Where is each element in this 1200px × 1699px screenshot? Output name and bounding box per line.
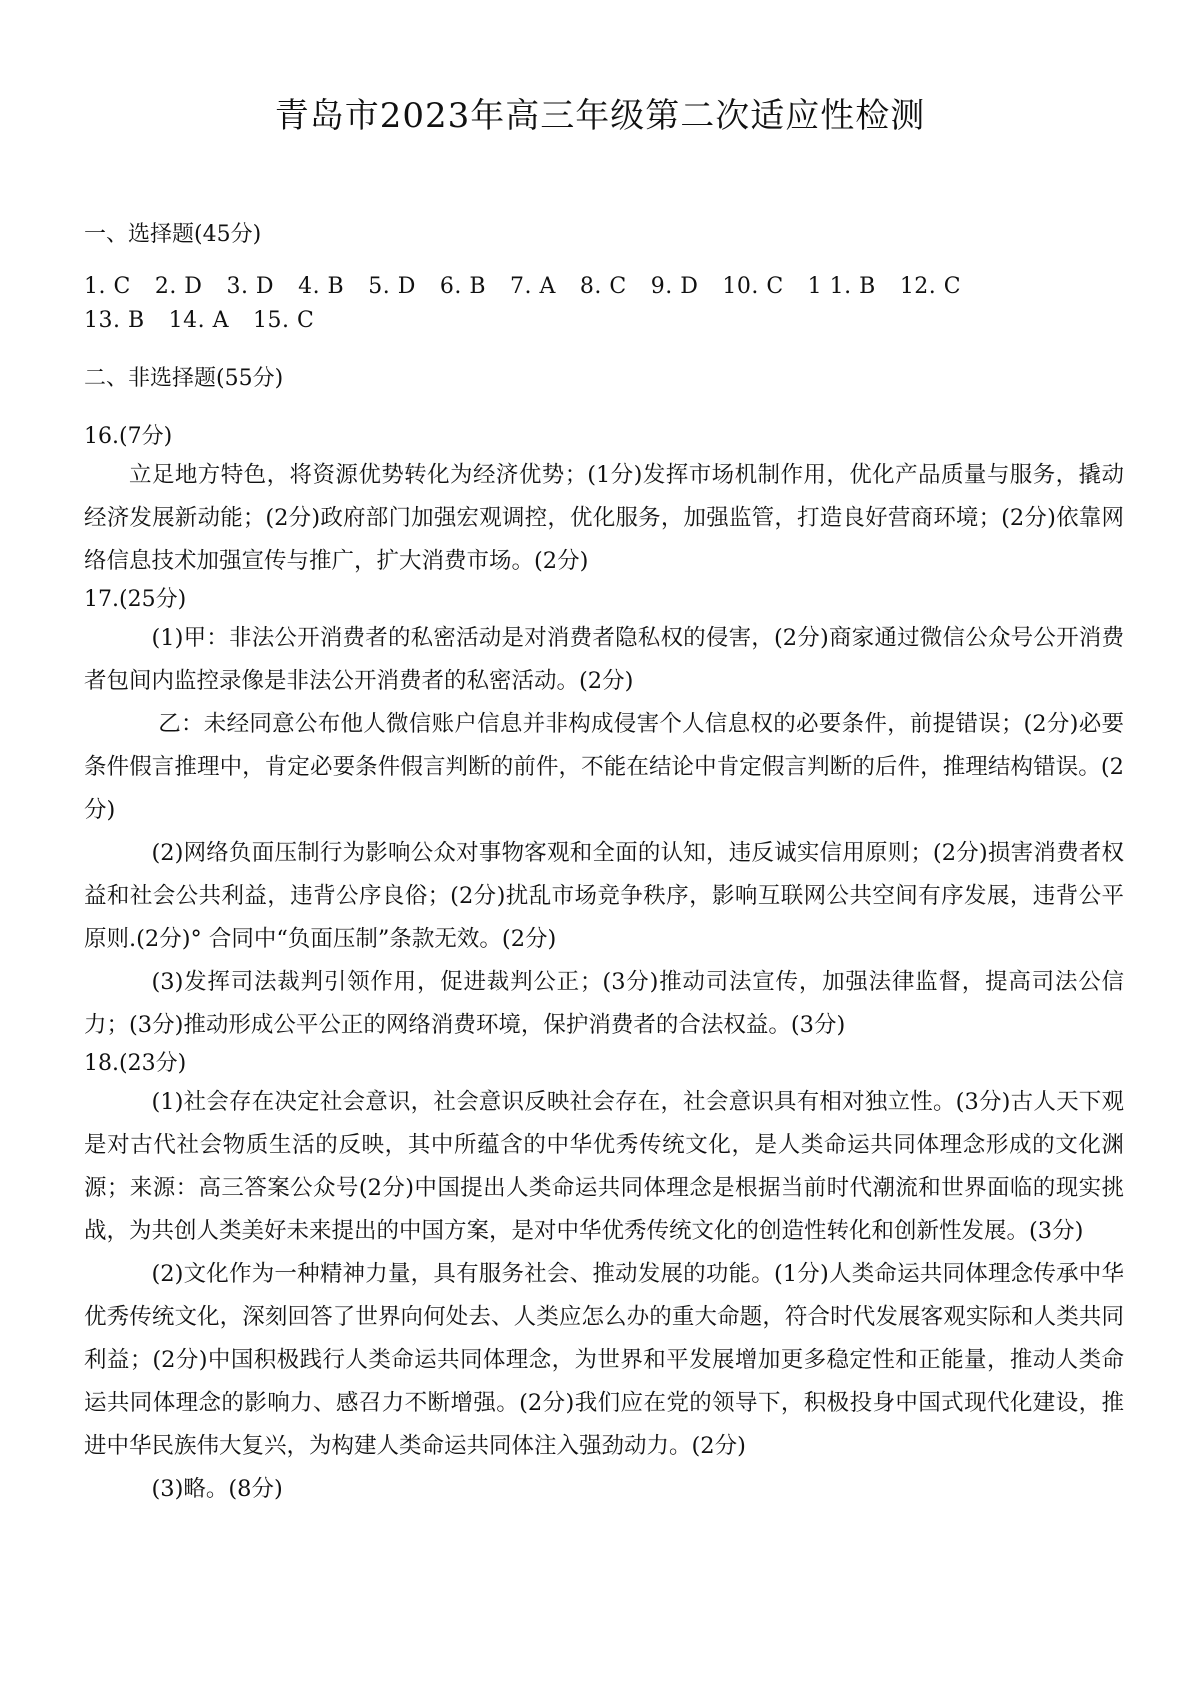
choice-answer: 5. D xyxy=(368,274,416,299)
question-18-part-3: (3)略。(8分) xyxy=(151,1476,283,1502)
question-18-heading: 18.(23分) xyxy=(84,1051,187,1076)
question-18-part-2: (2)文化作为一种精神力量，具有服务社会、推动发展的功能。(1分)人类命运共同体理念传承中华优秀传统文化，深刻回答了世界向何处去、人类应怎么办的重大命题，符合时代发展客观实际和人类共同利益；(2分)中国积极践行人类命运共同体理念，为世界和平发展增加更多稳定性和正能量，推动人类命运共同体理念的影响力、感召力不断增强。(2分)我们应在党的领导下，积极投身中国式现代化建设，推进中华民族伟大复兴，为构建人类命运共同体注入强劲动力。(2分) xyxy=(84,1261,1124,1459)
answer-content xyxy=(84,218,1124,1511)
page-title: 青岛市2023年高三年级第二次适应性检测 xyxy=(274,96,926,136)
section-heading-nonchoice: 二、非选择题(55分) xyxy=(84,366,284,391)
choice-answer: 6. B xyxy=(439,274,487,299)
choice-answer: 12. C xyxy=(899,274,962,299)
question-17-part-1: (1)甲：非法公开消费者的私密活动是对消费者隐私权的侵害，(2分)商家通过微信公众号公开消费者包间内监控录像是非法公开消费者的私密活动。(2分) xyxy=(84,625,1124,694)
question-17-part-2: (2)网络负面压制行为影响公众对事物客观和全面的认知，违反诚实信用原则；(2分)损害消费者权益和社会公共利益，违背公序良俗；(2分)扰乱市场竞争秩序，影响互联网公共空间有序发展，违背公平原则.(2分)° 合同中“负面压制”条款无效。(2分) xyxy=(84,840,1124,952)
choice-answers-row-1 xyxy=(84,270,1124,304)
question-17-heading: 17.(25分) xyxy=(84,587,187,612)
section-heading-choice: 一、选择题(45分) xyxy=(84,222,262,247)
choice-answer: 9. D xyxy=(650,274,699,299)
choice-answer: 4. B xyxy=(298,274,345,299)
question-18-part-1: (1)社会存在决定社会意识，社会意识反映社会存在，社会意识具有相对独立性。(3分)古人天下观是对古代社会物质生活的反映，其中所蕴含的中华优秀传统文化，是人类命运共同体理念形成的文化渊源；来源：高三答案公众号(2分)中国提出人类命运共同体理念是根据当前时代潮流和世界面临的现实挑战，为共创人类美好未来提出的中国方案，是对中华优秀传统文化的创造性转化和创新性发展。(3分) xyxy=(84,1089,1124,1244)
choice-answer: 3. D xyxy=(226,274,275,299)
choice-answer: 1. C xyxy=(84,274,131,299)
question-16-answer: 立足地方特色，将资源优势转化为经济优势；(1分)发挥市场机制作用，优化产品质量与服务，撬动经济发展新动能；(2分)政府部门加强宏观调控，优化服务，加强监管，打造良好营商环境；(2分)依靠网络信息技术加强宣传与推广，扩大消费市场。(2分) xyxy=(84,462,1124,574)
choice-answer: 13. B xyxy=(84,308,145,333)
choice-answer: 7. A xyxy=(510,274,556,299)
choice-answer: 15. C xyxy=(253,308,315,333)
choice-answer: 1 1. B xyxy=(807,274,876,299)
choice-answer: 10. C xyxy=(722,274,784,299)
choice-answer: 14. A xyxy=(168,308,230,333)
question-17-part-3: (3)发挥司法裁判引领作用，促进裁判公正；(3分)推动司法宣传，加强法律监督，提高司法公信力；(3分)推动形成公平公正的网络消费环境，保护消费者的合法权益。(3分) xyxy=(84,969,1124,1038)
choice-answer: 8. C xyxy=(579,274,627,299)
choice-answer: 2. D xyxy=(154,274,203,299)
choice-answers-row-2 xyxy=(84,304,1124,338)
question-16-heading: 16.(7分) xyxy=(84,424,173,449)
question-17-part-1-b: 乙：未经同意公布他人微信账户信息并非构成侵害个人信息权的必要条件，前提错误；(2分)必要条件假言推理中，肯定必要条件假言判断的前件，不能在结论中肯定假言判断的后件，推理结构错误。(2分) xyxy=(84,711,1124,823)
